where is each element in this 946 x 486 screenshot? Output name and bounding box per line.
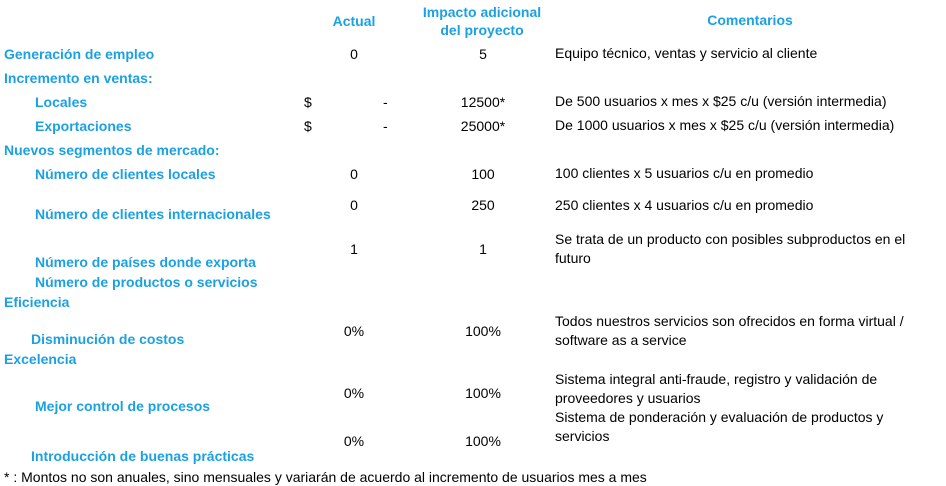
comment-exportaciones: De 1000 usuarios x mes x $25 c/u (versión intermedia) — [555, 117, 895, 133]
comment-costos-line1: Todos nuestros servicios son ofrecidos en forma virtual / — [555, 313, 904, 329]
label-excelencia: Excelencia — [4, 351, 77, 367]
header-actual: Actual — [332, 13, 376, 29]
actual-control-procesos: 0% — [343, 385, 365, 401]
comment-clientes-locales: 100 clientes x 5 usuarios c/u en promedio — [555, 165, 814, 181]
label-disminucion-costos: Disminución de costos — [31, 331, 185, 347]
impacto-generacion-empleo: 5 — [479, 46, 487, 62]
comment-control-line1: Sistema integral anti-fraude, registro y validación de — [555, 371, 878, 387]
label-control-procesos: Mejor control de procesos — [35, 398, 211, 414]
impacto-buenas-practicas: 100% — [465, 433, 501, 449]
label-productos-servicios: Número de productos o servicios — [35, 274, 258, 290]
impacto-disminucion-costos: 100% — [465, 323, 501, 339]
label-eficiencia: Eficiencia — [4, 294, 70, 310]
comment-paises-line1: Se trata de un producto con posibles subproductos en el — [555, 231, 906, 247]
comment-paises-line2: futuro — [555, 250, 591, 266]
currency-exportaciones: $ — [304, 118, 312, 134]
label-buenas-practicas: Introducción de buenas prácticas — [31, 448, 255, 464]
label-clientes-internacionales: Número de clientes internacionales — [35, 206, 271, 222]
label-generacion-empleo: Generación de empleo — [4, 46, 155, 62]
comment-clientes-internacionales: 250 clientes x 4 usuarios c/u en promedio — [555, 197, 814, 213]
impacto-paises-exporta: 1 — [479, 241, 487, 257]
label-paises-exporta: Número de países donde exporta — [35, 254, 256, 270]
impacto-exportaciones: 25000* — [460, 118, 506, 134]
label-clientes-locales: Número de clientes locales — [35, 166, 216, 182]
comment-control-line2: proveedores y usuarios — [555, 390, 701, 406]
label-exportaciones: Exportaciones — [35, 118, 132, 134]
label-incremento-ventas: Incremento en ventas: — [4, 70, 153, 86]
header-impacto-line2: del proyecto — [440, 22, 524, 38]
header-impacto-line1: Impacto adicional — [422, 4, 542, 20]
impacto-locales: 12500* — [460, 94, 506, 110]
footnote: * : Montos no son anuales, sino mensuales y variarán de acuerdo al incremento de usuarios mes a mes — [4, 469, 647, 485]
actual-clientes-locales: 0 — [350, 166, 358, 182]
comment-costos-line2: software as a service — [555, 332, 687, 348]
impacto-clientes-locales: 100 — [471, 166, 495, 182]
actual-buenas-practicas: 0% — [343, 433, 365, 449]
actual-generacion-empleo: 0 — [350, 46, 358, 62]
label-nuevos-segmentos: Nuevos segmentos de mercado: — [4, 142, 220, 158]
comment-generacion-empleo: Equipo técnico, ventas y servicio al cliente — [555, 45, 818, 61]
comment-practicas-line2: servicios — [555, 428, 610, 444]
comment-practicas-line1: Sistema de ponderación y evaluación de productos y — [555, 409, 884, 425]
comment-locales: De 500 usuarios x mes x $25 c/u (versión intermedia) — [555, 93, 887, 109]
currency-locales: $ — [304, 94, 312, 110]
impacto-control-procesos: 100% — [465, 385, 501, 401]
actual-locales: - — [383, 94, 388, 110]
actual-disminucion-costos: 0% — [343, 323, 365, 339]
actual-exportaciones: - — [383, 118, 388, 134]
actual-clientes-internacionales: 0 — [350, 197, 358, 213]
actual-paises-exporta: 1 — [350, 241, 358, 257]
impacto-clientes-internacionales: 250 — [471, 197, 495, 213]
label-locales: Locales — [35, 94, 88, 110]
header-comentarios: Comentarios — [707, 12, 793, 28]
